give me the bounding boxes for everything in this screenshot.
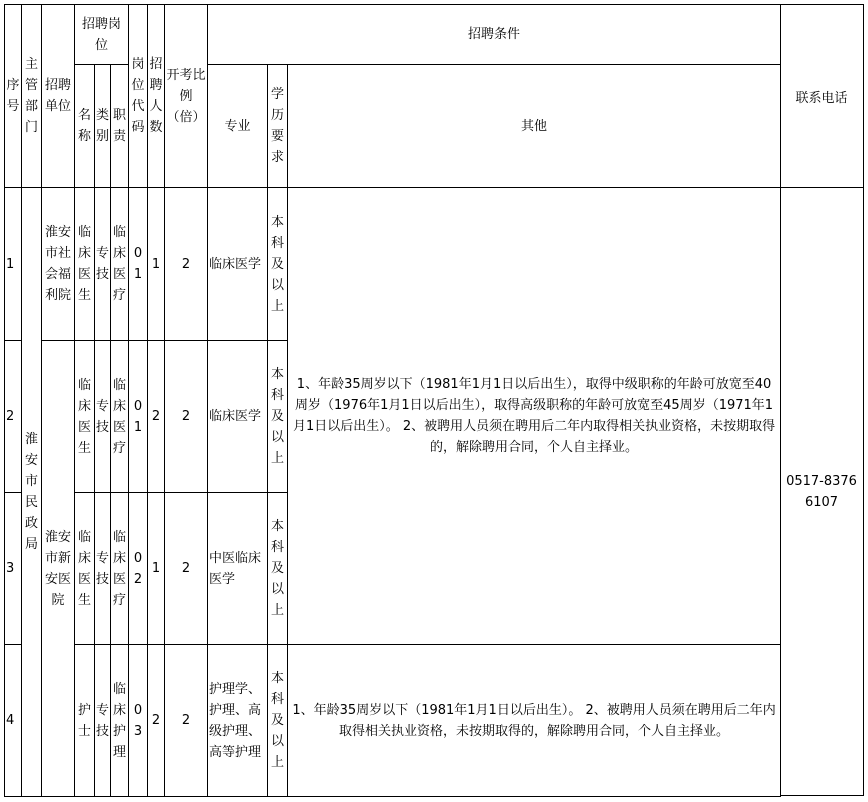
cell-pos-code: 01	[129, 188, 148, 341]
phone-number: 0517-83766107	[786, 473, 857, 510]
cell-other-nurse: 1、年龄35周岁以下（1981年1月1日以后出生）。 2、被聘用人员须在聘用后二年内取得相关执业资格，未按期取得的，解除聘用合同，个人自主择业。	[288, 645, 781, 797]
header-phone-label: 联系电话	[795, 90, 848, 106]
cell-pos-code: 02	[129, 493, 148, 645]
cell-education: 本科及以上	[268, 188, 288, 341]
header-pos-duty: 职责	[111, 65, 129, 188]
header-pos-type: 类别	[95, 65, 111, 188]
header-pos-code: 岗位代码	[129, 5, 148, 188]
cell-pos-type: 专技	[95, 493, 111, 645]
cell-seq: 4	[5, 645, 22, 797]
cell-pos-type: 专技	[95, 645, 111, 797]
header-pos-name: 名称	[75, 65, 95, 188]
cell-seq: 2	[5, 341, 22, 493]
cell-pos-name: 临床医生	[75, 493, 95, 645]
header-conditions: 招聘条件	[208, 5, 781, 65]
cell-pos-name: 临床医生	[75, 341, 95, 493]
header-position: 招聘岗位	[75, 5, 129, 65]
cell-count: 1	[148, 493, 165, 645]
cell-phone	[780, 187, 864, 796]
cell-count: 2	[148, 645, 165, 797]
header-other: 其他	[288, 65, 781, 188]
cell-pos-code: 01	[129, 341, 148, 493]
header-phone	[780, 4, 864, 188]
cell-pos-name: 护士	[75, 645, 95, 797]
cell-major: 临床医学	[208, 188, 268, 341]
cell-pos-duty: 临床医疗	[111, 188, 129, 341]
cell-pos-duty: 临床医疗	[111, 493, 129, 645]
cell-education: 本科及以上	[268, 645, 288, 797]
cell-seq: 1	[5, 188, 22, 341]
cell-seq: 3	[5, 493, 22, 645]
cell-other-doctor: 1、年龄35周岁以下（1981年1月1日以后出生），取得中级职称的年龄可放宽至40周岁（1976年1月1日以后出生），取得高级职称的年龄可放宽至45周岁（1971年1月1日以后出生）。 2、被聘用人员须在聘用后二年内取得相关执业资格，未按期取得的，解除聘用合同，个人自主择业。	[288, 188, 781, 645]
cell-major: 中医临床医学	[208, 493, 268, 645]
header-dept: 主管部门	[22, 5, 42, 188]
header-ratio: 开考比例（倍）	[165, 5, 208, 188]
header-count: 招聘人数	[148, 5, 165, 188]
cell-pos-duty: 临床医疗	[111, 341, 129, 493]
header-education: 学历要求	[268, 65, 288, 188]
cell-major: 护理学、护理、高级护理、高等护理	[208, 645, 268, 797]
cell-count: 2	[148, 341, 165, 493]
cell-unit-xinan: 淮安市新安医院	[42, 341, 75, 797]
header-unit: 招聘单位	[42, 5, 75, 188]
cell-pos-code: 03	[129, 645, 148, 797]
cell-pos-type: 专技	[95, 188, 111, 341]
cell-ratio: 2	[165, 493, 208, 645]
header-major: 专业	[208, 65, 268, 188]
cell-ratio: 2	[165, 188, 208, 341]
cell-pos-type: 专技	[95, 341, 111, 493]
cell-unit: 淮安市社会福利院	[42, 188, 75, 341]
table-row	[5, 645, 781, 797]
cell-pos-duty: 临床护理	[111, 645, 129, 797]
cell-pos-name: 临床医生	[75, 188, 95, 341]
header-seq: 序号	[5, 5, 22, 188]
recruitment-table	[4, 4, 781, 797]
cell-count: 1	[148, 188, 165, 341]
cell-education: 本科及以上	[268, 341, 288, 493]
cell-dept: 淮安市民政局	[22, 188, 42, 797]
cell-major: 临床医学	[208, 341, 268, 493]
cell-ratio: 2	[165, 341, 208, 493]
table-row	[5, 188, 781, 341]
cell-ratio: 2	[165, 645, 208, 797]
cell-education: 本科及以上	[268, 493, 288, 645]
